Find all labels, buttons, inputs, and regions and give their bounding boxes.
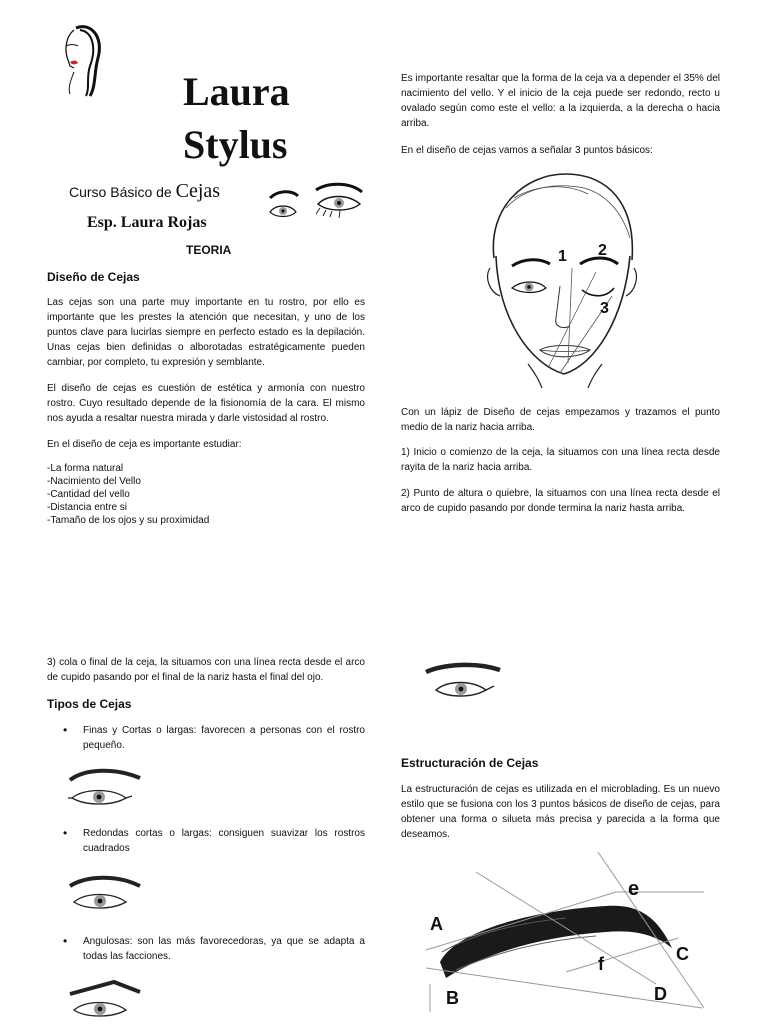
face-diagram bbox=[484, 168, 642, 394]
point-3-text: 3) cola o final de la ceja, la situamos con una línea recta desde el arco de cupido pasando por el final de la nariz hasta el final del ojo. bbox=[47, 657, 365, 683]
factor-item: -Distancia entre si bbox=[47, 502, 128, 513]
design-paragraph-2: El diseño de cejas es cuestión de estética y armonía con nuestro rostro. Cuyo resultado depende de la fisionomía de la cara. El mismo nos ayuda a resaltar nuestra mirada y darle vistosidad al rostro. bbox=[47, 383, 365, 424]
brow-label-f: f bbox=[598, 954, 604, 974]
brow-structure-diagram bbox=[416, 852, 708, 1020]
design-heading: Diseño de Cejas bbox=[47, 270, 140, 284]
factor-item: -Nacimiento del Vello bbox=[47, 476, 141, 487]
structure-heading: Estructuración de Cejas bbox=[401, 756, 539, 770]
course-prefix: Curso Básico de bbox=[69, 184, 176, 200]
eyes-illustration bbox=[262, 180, 366, 226]
section-label: TEORIA bbox=[186, 243, 232, 257]
factor-item: -La forma natural bbox=[47, 463, 124, 474]
point-1-text: 1) Inicio o comienzo de la ceja, la situamos con una línea recta desde rayita de la nariz hacia arriba. bbox=[401, 447, 720, 473]
design-paragraph-1: Las cejas son una parte muy importante en tu rostro, por ello es importante que les prestes la atención que necesitan, y uno de los puntos clave para lucirlas siempre en perfecto estado es la depilación. Unas cejas bien definidas o alborotadas estratégicamente pueden cambiar, por completo, tu expresión y semblante. bbox=[47, 297, 365, 368]
brow-label-e: e bbox=[628, 878, 640, 900]
course-title bbox=[69, 180, 220, 203]
brand-name-line1: Laura bbox=[183, 69, 290, 114]
face-label-1: 1 bbox=[558, 248, 567, 265]
design-paragraph-3: En el diseño de ceja es importante estudiar: bbox=[47, 439, 242, 450]
structure-paragraph: La estructuración de cejas es utilizada en el microblading. Es un nuevo estilo que se fusiona con los 3 puntos básicos de diseño de cejas, para obtener una forma o silueta más precisa y parecida a la forma que deseamos. bbox=[401, 784, 720, 840]
brow-type-item: • Finas y Cortas o largas: favorecen a personas con el rostro pequeño. bbox=[47, 723, 365, 753]
factor-item: -Cantidad del vello bbox=[47, 489, 130, 500]
factor-item: -Tamaño de los ojos y su proximidad bbox=[47, 515, 210, 526]
brow-type-list-2 bbox=[47, 826, 365, 856]
points-intro: En el diseño de cejas vamos a señalar 3 puntos básicos: bbox=[401, 145, 653, 156]
shape-paragraph: Es importante resaltar que la forma de la ceja va a depender el 35% del nacimiento del vello. Y el inicio de la ceja puede ser redondo, recto u ovalado según como este el vello: a la izquierda, a la derecha o hacia arriba. bbox=[401, 73, 720, 129]
course-subject: Cejas bbox=[175, 180, 221, 202]
instructor-name: Esp. Laura Rojas bbox=[87, 214, 207, 231]
types-heading: Tipos de Cejas bbox=[47, 697, 132, 711]
brow-type-list-1 bbox=[47, 723, 365, 753]
logo-woman-face bbox=[56, 22, 106, 98]
brow-type-angled-illustration bbox=[66, 978, 142, 1022]
brow-label-C: C bbox=[676, 944, 689, 964]
brow-type-thin-illustration bbox=[66, 766, 142, 812]
brand-name-line2: Stylus bbox=[183, 122, 288, 167]
brow-type-list-3 bbox=[47, 934, 365, 964]
pencil-paragraph: Con un lápiz de Diseño de cejas empezamos y trazamos el punto medio de la nariz hacia arriba. bbox=[401, 407, 720, 433]
brow-label-D: D bbox=[654, 984, 667, 1004]
factors-list bbox=[47, 462, 209, 527]
brow-label-B: B bbox=[446, 988, 459, 1008]
face-label-2: 2 bbox=[598, 242, 607, 259]
brow-type-item: • Redondas cortas o largas: consiguen suavizar los rostros cuadrados bbox=[47, 826, 365, 856]
single-eye-illustration bbox=[422, 660, 502, 706]
point-2-text: 2) Punto de altura o quiebre, la situamos con una línea recta desde el arco de cupido pasando por donde termina la nariz hasta arriba. bbox=[401, 488, 720, 514]
brow-type-item: • Angulosas: son las más favorecedoras, ya que se adapta a todas las facciones. bbox=[47, 934, 365, 964]
brow-label-A: A bbox=[430, 914, 443, 934]
face-label-3: 3 bbox=[600, 300, 609, 317]
brow-type-round-illustration bbox=[66, 872, 142, 916]
